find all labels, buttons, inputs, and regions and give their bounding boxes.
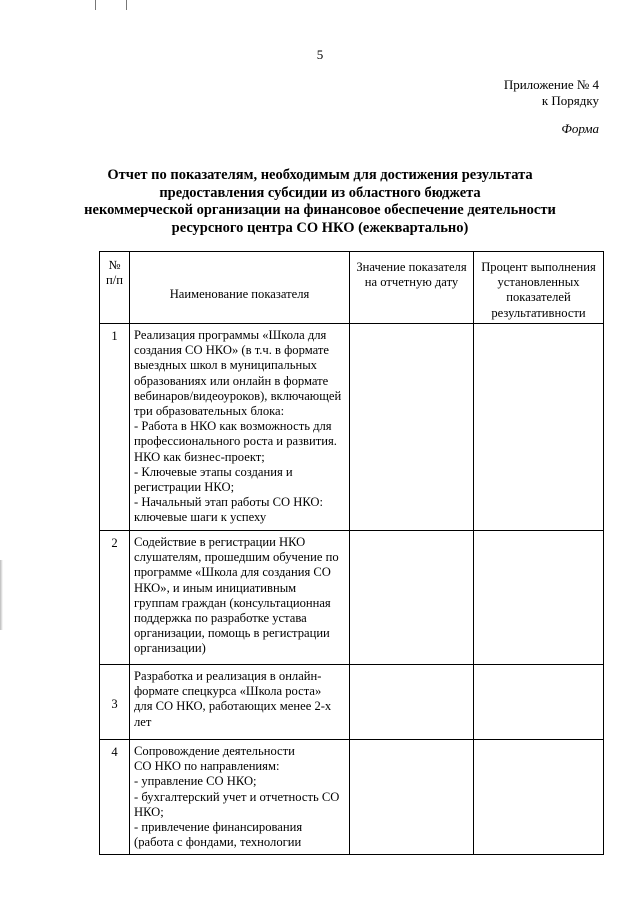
header-number-line: № xyxy=(108,258,121,272)
text-line: группам граждан (консультационная xyxy=(134,595,331,610)
title-line: Отчет по показателям, необходимым для достижения результата xyxy=(107,167,533,183)
table-row xyxy=(100,324,604,531)
text-line: выездных школ в муниципальных xyxy=(134,358,317,373)
text-line: для СО НКО, работающих менее 2-х xyxy=(134,699,332,714)
header-value-line: на отчетную дату xyxy=(364,275,459,290)
row-indicator-name xyxy=(130,740,350,855)
text-line: три образовательных блока: xyxy=(134,404,285,419)
row-number: 1 xyxy=(100,324,130,531)
row-value-cell xyxy=(350,665,474,740)
row-percent-cell xyxy=(474,531,604,665)
report-table xyxy=(99,251,604,855)
row-number: 2 xyxy=(100,531,130,665)
row-percent-cell xyxy=(474,740,604,855)
text-line: создания СО НКО» (в т.ч. в формате xyxy=(134,343,329,358)
appendix-reference xyxy=(504,77,599,109)
row-value-cell xyxy=(350,531,474,665)
text-line: поддержка по разработке устава xyxy=(134,611,307,626)
row-percent-cell xyxy=(474,665,604,740)
text-line: профессионального роста и развития. xyxy=(134,434,337,449)
text-line: - Работа в НКО как возможность для xyxy=(134,419,332,434)
table-row xyxy=(100,740,604,855)
header-percent-line: установленных xyxy=(497,275,580,290)
header-number-line: п/п xyxy=(106,273,123,288)
text-line: - Ключевые этапы создания и xyxy=(134,464,293,479)
title-line: предоставления субсидии из областного бюджета xyxy=(159,184,481,201)
document-title xyxy=(60,167,580,237)
row-indicator-name xyxy=(130,531,350,665)
table-row xyxy=(100,665,604,740)
table-row xyxy=(100,531,604,665)
row-percent-cell xyxy=(474,324,604,531)
text-line: Содействие в регистрации НКО xyxy=(134,535,306,549)
header-number xyxy=(100,252,130,324)
text-line: НКО», и иным инициативным xyxy=(134,580,297,595)
text-line: НКО; xyxy=(134,804,164,819)
text-line: вебинаров/видеоуроков), включающей xyxy=(134,388,342,403)
header-value xyxy=(350,252,474,324)
appendix-line: Приложение № 4 xyxy=(503,77,599,92)
scan-top-mark xyxy=(95,0,127,10)
text-line: слушателям, прошедшим обучение по xyxy=(134,550,339,565)
row-indicator-name xyxy=(130,665,350,740)
text-line: Сопровождение деятельности xyxy=(134,744,295,758)
text-line: образованиях или онлайн в формате xyxy=(134,373,329,388)
text-line: регистрации НКО; xyxy=(134,480,235,495)
text-line: программе «Школа для создания СО xyxy=(134,565,331,580)
row-number: 3 xyxy=(100,665,130,740)
header-percent xyxy=(474,252,604,324)
header-value-line: Значение показателя xyxy=(356,260,467,274)
row-value-cell xyxy=(350,324,474,531)
scan-edge-shadow xyxy=(0,560,3,630)
title-line: ресурсного центра СО НКО (ежеквартально) xyxy=(171,219,469,236)
appendix-line: к Порядку xyxy=(541,93,599,108)
text-line: формате спецкурса «Школа роста» xyxy=(134,684,322,699)
text-line: - управление СО НКО; xyxy=(134,774,257,789)
text-line: (работа с фондами, технологии xyxy=(134,835,302,850)
text-line: организации, помощь в регистрации xyxy=(134,626,330,641)
header-indicator-name: Наименование показателя xyxy=(130,252,350,324)
header-percent-line: результативности xyxy=(491,305,586,320)
text-line: организации) xyxy=(134,641,206,656)
header-percent-line: Процент выполнения xyxy=(481,260,596,274)
row-number: 4 xyxy=(100,740,130,855)
text-line: - привлечение финансирования xyxy=(134,820,303,835)
text-line: - Начальный этап работы СО НКО: xyxy=(134,495,324,510)
title-line: некоммерческой организации на финансовое обеспечение деятельности xyxy=(84,202,556,218)
text-line: НКО как бизнес-проект; xyxy=(134,449,265,464)
page-number: 5 xyxy=(316,47,324,62)
row-indicator-name xyxy=(130,324,350,531)
form-label: Форма xyxy=(561,121,599,136)
row-value-cell xyxy=(350,740,474,855)
text-line: лет xyxy=(134,714,152,729)
text-line: - бухгалтерский учет и отчетность СО xyxy=(134,789,340,804)
text-line: ключевые шаги к успеху xyxy=(134,510,267,525)
header-percent-line: показателей xyxy=(506,290,571,305)
table-header-row xyxy=(100,252,604,324)
text-line: Разработка и реализация в онлайн- xyxy=(134,669,322,683)
text-line: Реализация программы «Школа для xyxy=(134,328,327,342)
text-line: СО НКО по направлениям: xyxy=(134,759,280,774)
